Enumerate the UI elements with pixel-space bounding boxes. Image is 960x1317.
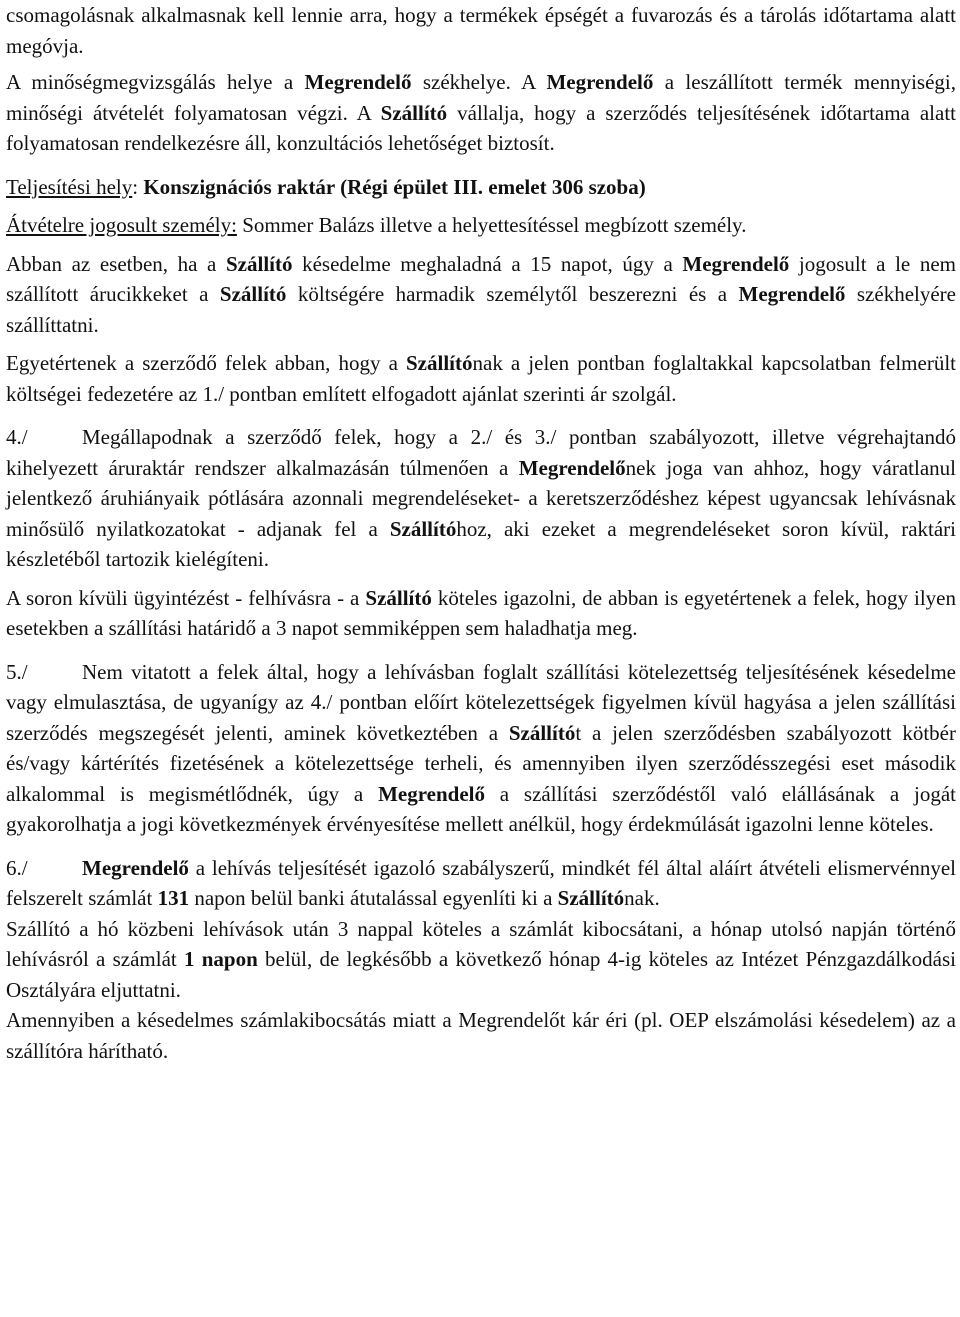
authorized-person-value: Sommer Balázs illetve a helyettesítéssel megbízott személy. [236,213,747,237]
section-4 [6,422,956,575]
text: Megállapodnak a szerződő felek, hogy a 2./ és 3./ pontban szabályozott, illetve végrehajtandó kihelyezett áruraktár rendszer alkalmazásán túlmenően a [6,425,956,480]
term-szallito: Szállító [225,251,293,276]
text: belül, de legkésőbb a következő hónap 4-ig köteles az Intézet Pénzgazdálkodási Osztályára eljuttatni. [6,947,957,1002]
text: : [132,174,144,199]
text: Nem vitatott a felek által, hogy a lehívásban foglalt szállítási kötelezettség teljesítésének késedelme vagy elmulasztása, de ugyanígy az 4./ pontban előírt kötelezettségek figyelmen kívül hagyása a jelen szállítási szerződés megszegését jelenti, aminek következtében a [6,659,956,745]
text: nak a jelen pontban foglaltakkal kapcsolatban felmerült költségei fedezetére az 1./ pontban említett elfogadott ajánlat szerinti ár szolgál. [6,351,956,406]
term-megrendelo: Megrendelő [304,70,412,94]
text: jogosult a le nem szállított árucikkeket a [6,251,957,306]
term-szallito: Szállító [389,516,457,541]
paragraph-damages [6,1005,956,1066]
text: csomagolásnak alkalmasnak kell lennie arra, hogy a termékek épségét a fuvarozás és a tárolás időtartama alatt megóvja. [6,3,956,58]
term-megrendelo: Megrendelő [518,455,626,480]
term-szallito: Szállító [508,720,576,745]
text: vállalja, hogy a szerződés teljesítésének időtartama alatt folyamatosan rendelkezésre áll, konzultációs lehetőséget biztosít. [6,100,956,155]
text: a szállítási szerződéstől való elállásának a jogát gyakorolhatja a jogi következmények érvényesítése mellett anélkül, hogy érdekmúlását igazolni lenne köteles. [6,781,956,836]
term-szallito: Szállító [380,100,448,125]
term-szallito: Szállító [365,585,432,610]
paragraph-invoicing [6,914,956,1006]
text: nak. [624,886,660,910]
section-number: 4./ [6,425,28,449]
text: Szállító a hó közbeni lehívások után 3 nappal köteles a számlát kibocsátani, a hónap utolsó napján történő lehívásról a számlát [6,916,956,971]
text: késedelme meghaladná a 15 napot, úgy a [292,251,683,276]
paragraph-delivery-place [6,172,956,203]
text: napon belül banki átutalással egyenlíti ki a [189,886,558,910]
paragraph-delay [6,249,956,341]
text: a lehívás teljesítését igazoló szabályszerű, mindkét fél által aláírt átvételi elismervénnyel felszerelt számlát [6,855,956,910]
section-5 [6,657,956,840]
text: a leszállított termék mennyiségi, minőségi átvételét folyamatosan végzi. A [6,70,956,125]
text: székhelyére szállíttatni. [6,282,956,337]
paragraph-costs [6,348,956,409]
invoice-deadline: 1 napon [183,947,258,971]
text: A minőségmegvizsgálás helye a [6,70,305,94]
text: Amennyiben a késedelmes számlakibocsátás miatt a Megrendelőt kár éri (pl. OEP elszámolási késedelem) az a szállítóra hárítható. [6,1008,956,1063]
delivery-place-label: Teljesítési hely [6,174,133,199]
text: Abban az esetben, ha a [6,251,226,276]
paragraph-packaging [6,0,956,61]
authorized-person-label: Átvételre jogosult személy: [6,213,237,237]
paragraph-authorized-person [6,210,956,241]
paragraph-quality-inspection [6,67,956,159]
text: Egyetértenek a szerződő felek abban, hogy a [6,351,406,375]
term-szallito: Szállító [219,282,287,306]
term-megrendelo: Megrendelő [738,282,846,306]
term-megrendelo: Megrendelő [378,781,485,806]
term-szallito: Szállító [557,886,625,910]
text: költségére harmadik személytől beszerezni és a [286,282,739,306]
term-megrendelo: Megrendelő [546,70,654,94]
text: nek joga van ahhoz, hogy váratlanul jelentkező áruhiányaik pótlására azonnali megrendeléseket- a keretszerződéshez képest ugyancsak lehívásnak minősülő nyilatkozatokat - adjanak fel a [6,455,956,541]
text: t a jelen szerződésben szabályozott kötbér és/vagy kártérítés fizetésének a kötelezettsége terheli, és amennyiben ilyen szerződésszegési eset második alkalommal is megismétlődnék, úgy a [6,720,956,806]
text: A soron kívüli ügyintézést - felhívásra - a [6,585,366,610]
section-number: 5./ [6,659,28,684]
payment-days: 131 [157,886,190,910]
section-number: 6./ [6,855,28,880]
text: székhelye. A [411,70,547,94]
term-szallito: Szállító [406,351,473,375]
text: hoz, aki ezeket a megrendeléseket soron kívül, raktári készletéből tartozik kielégíteni. [6,516,957,571]
text: köteles igazolni, de abban is egyetértenek a felek, hogy ilyen esetekben a szállítási határidő a 3 napot semmiképpen sem haladhatja meg. [6,585,956,640]
term-megrendelo: Megrendelő [82,855,189,880]
delivery-place-value: Konszignációs raktár (Régi épület III. emelet 306 szoba) [143,174,646,199]
term-megrendelo: Megrendelő [682,251,790,276]
section-6 [6,853,956,914]
paragraph-urgent-handling [6,583,956,644]
